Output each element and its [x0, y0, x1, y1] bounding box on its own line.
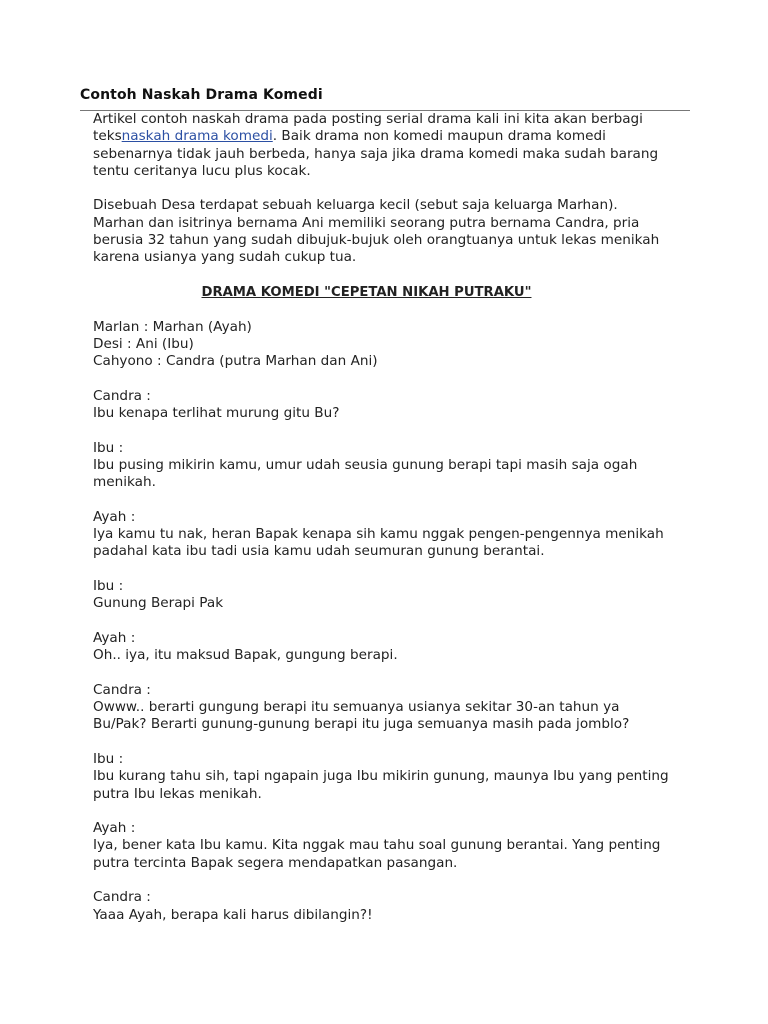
speaker-label: Candra : — [93, 387, 151, 404]
dialogue-line: padahal kata ibu tadi usia kamu udah seumuran gunung berantai. — [93, 543, 545, 560]
intro-line: Artikel contoh naskah drama pada posting serial drama kali ini kita akan berbagi — [93, 111, 643, 127]
context-line: Disebuah Desa terdapat sebuah keluarga kecil (sebut saja keluarga Marhan). — [93, 197, 618, 214]
document-body — [93, 111, 693, 941]
intro-line — [93, 128, 693, 145]
dialogue-turn — [93, 509, 693, 561]
dialogue-line: Gunung Berapi Pak — [93, 595, 224, 612]
context-paragraph — [93, 197, 693, 266]
dialogue-line: Ibu pusing mikirin kamu, umur udah seusia gunung berapi tapi masih saja ogah — [93, 456, 638, 473]
dialogue-turn — [93, 820, 693, 872]
dialogue-line: Iya, bener kata Ibu kamu. Kita nggak mau tahu soal gunung berantai. Yang penting — [93, 837, 661, 854]
speaker-label: Candra : — [93, 889, 151, 906]
context-line: berusia 32 tahun yang sudah dibujuk-bujuk oleh orangtuanya untuk lekas menikah — [93, 232, 660, 249]
intro-line: tentu ceritanya lucu plus kocak. — [93, 162, 311, 179]
dialogue-turn — [93, 388, 693, 423]
cast-list — [93, 319, 693, 371]
dialogue-turn — [93, 889, 693, 924]
naskah-drama-komedi-link[interactable]: naskah drama komedi — [121, 128, 273, 145]
dialogue-line: Ibu kenapa terlihat murung gitu Bu? — [93, 405, 340, 422]
cast-item: Cahyono : Candra (putra Marhan dan Ani) — [93, 353, 378, 370]
dialogue-turn — [93, 578, 693, 613]
cast-item: Desi : Ani (Ibu) — [93, 335, 194, 352]
dialogue-line: Owww.. berarti gungung berapi itu semuanya usianya sekitar 30-an tahun ya — [93, 699, 620, 716]
intro-line: sebenarnya tidak jauh berbeda, hanya saja jika drama komedi maka sudah barang — [93, 145, 659, 162]
speaker-label: Ayah : — [93, 629, 136, 646]
speaker-label: Ibu : — [93, 750, 124, 767]
dialogue-line: Yaaa Ayah, berapa kali harus dibilangin?! — [93, 906, 373, 923]
speaker-label: Ayah : — [93, 508, 136, 525]
context-line: karena usianya yang sudah cukup tua. — [93, 249, 357, 266]
dialogue-turn — [93, 440, 693, 492]
context-line: Marhan dan isitrinya bernama Ani memiliki seorang putra bernama Candra, pria — [93, 214, 640, 231]
dialogue-line: Bu/Pak? Berarti gunung-gunung berapi itu juga semuanya masih pada jomblo? — [93, 716, 630, 733]
intro-text: teks — [93, 128, 122, 145]
dialogue-line: putra Ibu lekas menikah. — [93, 785, 262, 802]
dialogue-turn — [93, 682, 693, 734]
dialogue-line: Oh.. iya, itu maksud Bapak, gungung berapi. — [93, 647, 398, 664]
speaker-label: Ibu : — [93, 578, 124, 595]
play-title: DRAMA KOMEDI "CEPETAN NIKAH PUTRAKU" — [201, 284, 532, 300]
dialogue-line: Iya kamu tu nak, heran Bapak kenapa sih kamu nggak pengen-pengennya menikah — [93, 526, 664, 543]
document-title: Contoh Naskah Drama Komedi — [80, 87, 323, 103]
dialogue-turn — [93, 630, 693, 665]
dialogue — [93, 388, 693, 924]
speaker-label: Ayah : — [93, 820, 136, 837]
dialogue-turn — [93, 751, 693, 803]
dialogue-line: menikah. — [93, 474, 156, 491]
dialogue-line: Ibu kurang tahu sih, tapi ngapain juga Ibu mikirin gunung, maunya Ibu yang penting — [93, 768, 669, 785]
dialogue-line: putra tercinta Bapak segera mendapatkan pasangan. — [93, 854, 458, 871]
speaker-label: Ibu : — [93, 439, 124, 456]
cast-item: Marlan : Marhan (Ayah) — [93, 318, 252, 335]
speaker-label: Candra : — [93, 681, 151, 698]
intro-paragraph — [93, 111, 693, 180]
intro-text: . Baik drama non komedi maupun drama komedi — [272, 128, 606, 145]
